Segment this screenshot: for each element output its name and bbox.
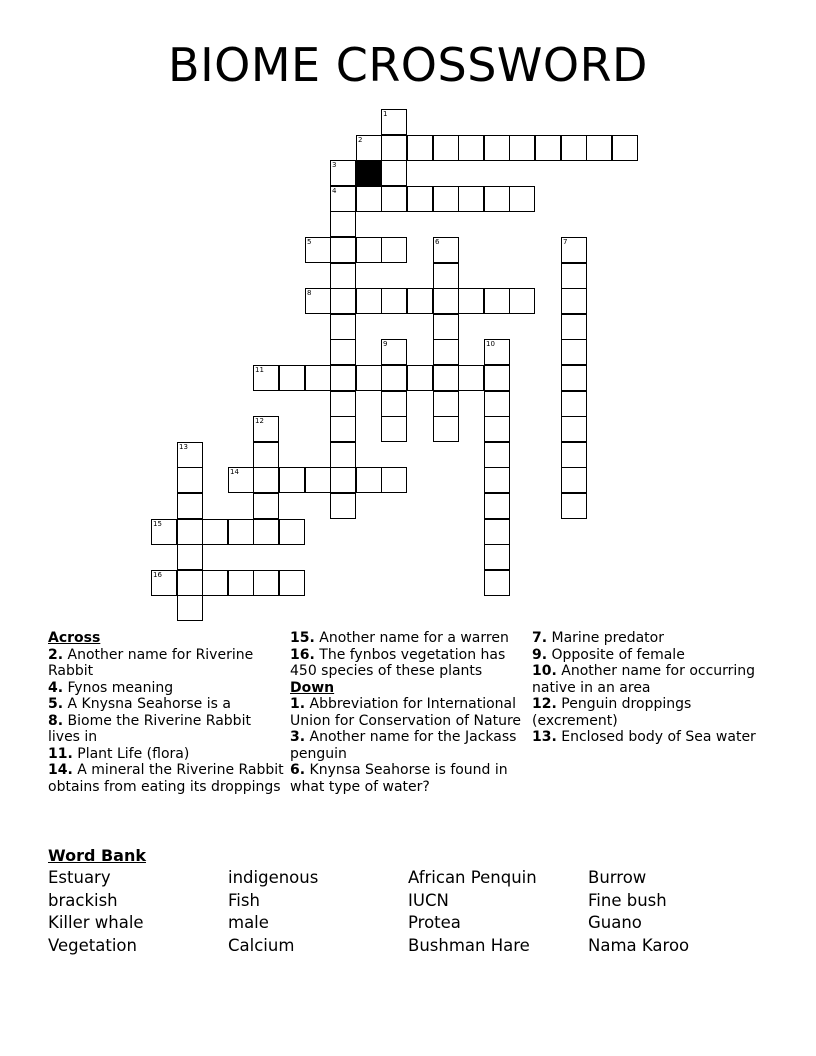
clue-item <box>290 647 526 680</box>
crossword-cell[interactable] <box>381 109 407 135</box>
crossword-cell[interactable] <box>561 493 587 519</box>
crossword-cell[interactable] <box>484 467 510 493</box>
clue-item-text: Abbreviation for International Union for Conservation of Nature <box>290 696 522 729</box>
crossword-cell[interactable] <box>305 467 331 493</box>
crossword-cell[interactable] <box>484 493 510 519</box>
crossword-cell[interactable] <box>177 544 203 570</box>
crossword-cell[interactable] <box>407 365 433 391</box>
crossword-cell[interactable] <box>484 365 510 391</box>
crossword-cell[interactable] <box>305 288 331 314</box>
crossword-cell[interactable] <box>330 314 356 340</box>
clue-number: 8 <box>307 289 312 297</box>
crossword-cell[interactable] <box>509 186 535 212</box>
clue-number: 4 <box>332 187 337 195</box>
clue-item-text: Another name for Riverine Rabbit <box>48 646 254 679</box>
crossword-cell[interactable] <box>561 237 587 263</box>
clue-item <box>48 696 284 713</box>
crossword-cell[interactable] <box>228 467 254 493</box>
word-bank-item: Burrow <box>588 868 647 887</box>
crossword-cell[interactable] <box>330 263 356 289</box>
crossword-cell[interactable] <box>253 365 279 391</box>
clue-item-text: Penguin droppings (excrement) <box>532 696 692 729</box>
crossword-cell[interactable] <box>305 237 331 263</box>
crossword-cell[interactable] <box>330 365 356 391</box>
crossword-cell[interactable] <box>484 442 510 468</box>
clue-item <box>290 729 526 762</box>
crossword-cell[interactable] <box>330 160 356 186</box>
clue-number: 11 <box>255 366 264 374</box>
clue-item-number: 1. <box>290 696 306 712</box>
word-bank-item: Guano <box>588 913 642 932</box>
clue-number: 9 <box>383 340 388 348</box>
clue-item-text: The fynbos vegetation has 450 species of these plants <box>290 646 506 679</box>
clue-item-number: 11. <box>48 745 73 762</box>
crossword-cell[interactable] <box>433 237 459 263</box>
crossword-cell[interactable] <box>279 467 305 493</box>
word-bank-item: male <box>228 913 269 932</box>
crossword-cell[interactable] <box>330 442 356 468</box>
crossword-cell[interactable] <box>458 186 484 212</box>
clue-item-text: Marine predator <box>547 630 664 646</box>
crossword-cell[interactable] <box>433 263 459 289</box>
clue-item-number: 12. <box>532 696 557 712</box>
crossword-cell[interactable] <box>381 467 407 493</box>
crossword-cell[interactable] <box>330 467 356 493</box>
crossword-cell[interactable] <box>279 519 305 545</box>
clue-item-text: Biome the Riverine Rabbit lives in <box>48 712 251 745</box>
crossword-cell[interactable] <box>356 467 382 493</box>
crossword-cell[interactable] <box>381 160 407 186</box>
crossword-cell[interactable] <box>433 288 459 314</box>
clue-item-number: 15. <box>290 630 315 646</box>
page-title: BIOME CROSSWORD <box>168 38 648 92</box>
word-bank-item: African Penquin <box>408 868 537 887</box>
clue-item <box>48 680 284 697</box>
crossword-cell[interactable] <box>561 391 587 417</box>
clue-item-text: Enclosed body of Sea water <box>556 729 756 745</box>
crossword-cell[interactable] <box>356 288 382 314</box>
clue-item-number: 3. <box>290 729 306 745</box>
crossword-cell[interactable] <box>305 365 331 391</box>
clue-item-text: Fynos meaning <box>63 679 174 696</box>
clue-item <box>532 663 772 696</box>
crossword-cell[interactable] <box>433 339 459 365</box>
clue-item-number: 5. <box>48 696 64 712</box>
clue-item-text: Another name for a warren <box>314 630 509 646</box>
crossword-cell[interactable] <box>177 493 203 519</box>
crossword-cell[interactable] <box>381 339 407 365</box>
clue-item <box>290 696 526 729</box>
clue-item <box>290 630 526 647</box>
clue-section-header: Down <box>290 679 335 696</box>
clue-item-text: A mineral the Riverine Rabbit obtains from eating its droppings <box>48 762 284 795</box>
crossword-cell[interactable] <box>612 135 638 161</box>
word-bank-item: IUCN <box>408 891 449 910</box>
clue-number: 15 <box>153 520 162 528</box>
crossword-cell[interactable] <box>330 493 356 519</box>
crossword-cell[interactable] <box>177 442 203 468</box>
crossword-cell[interactable] <box>407 288 433 314</box>
crossword-cell[interactable] <box>202 519 228 545</box>
crossword-cell[interactable] <box>561 442 587 468</box>
clue-item-text: Another name for the Jackass penguin <box>290 729 517 762</box>
clue-number: 10 <box>486 340 495 348</box>
crossword-cell[interactable] <box>253 493 279 519</box>
clue-item <box>48 647 284 680</box>
crossword-black-cell <box>356 160 382 186</box>
crossword-cell[interactable] <box>433 391 459 417</box>
crossword-cell[interactable] <box>561 135 587 161</box>
crossword-cell[interactable] <box>561 288 587 314</box>
crossword-cell[interactable] <box>228 519 254 545</box>
clue-item <box>48 746 284 763</box>
crossword-cell[interactable] <box>381 416 407 442</box>
crossword-cell[interactable] <box>177 570 203 596</box>
crossword-cell[interactable] <box>458 365 484 391</box>
crossword-cell[interactable] <box>356 365 382 391</box>
word-bank-item: Bushman Hare <box>408 936 530 955</box>
clue-number: 16 <box>153 571 162 579</box>
word-bank-title: Word Bank <box>48 846 147 865</box>
clue-number: 1 <box>383 110 388 118</box>
crossword-cell[interactable] <box>561 467 587 493</box>
crossword-cell[interactable] <box>407 186 433 212</box>
clue-item-number: 16. <box>290 646 315 663</box>
word-bank-item: indigenous <box>228 868 319 887</box>
crossword-cell[interactable] <box>330 237 356 263</box>
clue-item-number: 13. <box>532 729 557 745</box>
crossword-cell[interactable] <box>330 211 356 237</box>
crossword-cell[interactable] <box>484 135 510 161</box>
crossword-cell[interactable] <box>279 365 305 391</box>
crossword-cell[interactable] <box>484 391 510 417</box>
crossword-cell[interactable] <box>433 186 459 212</box>
crossword-cell[interactable] <box>561 263 587 289</box>
clue-number: 13 <box>179 443 188 451</box>
crossword-cell[interactable] <box>458 288 484 314</box>
crossword-cell[interactable] <box>535 135 561 161</box>
crossword-cell[interactable] <box>177 519 203 545</box>
clues-column-3 <box>532 630 772 746</box>
crossword-cell[interactable] <box>253 467 279 493</box>
crossword-cell[interactable] <box>202 570 228 596</box>
crossword-cell[interactable] <box>356 135 382 161</box>
crossword-cell[interactable] <box>253 442 279 468</box>
clue-item-number: 4. <box>48 679 64 696</box>
clue-item-number: 7. <box>532 630 548 646</box>
crossword-cell[interactable] <box>330 339 356 365</box>
clue-item-number: 10. <box>532 663 557 679</box>
clues-column-1 <box>48 630 284 795</box>
crossword-cell[interactable] <box>279 570 305 596</box>
crossword-cell[interactable] <box>330 391 356 417</box>
crossword-cell[interactable] <box>433 135 459 161</box>
crossword-cell[interactable] <box>484 570 510 596</box>
crossword-cell[interactable] <box>484 288 510 314</box>
crossword-cell[interactable] <box>484 416 510 442</box>
crossword-cell[interactable] <box>561 416 587 442</box>
crossword-cell[interactable] <box>586 135 612 161</box>
clue-item-number: 6. <box>290 762 306 778</box>
word-bank-item: Nama Karoo <box>588 936 690 955</box>
crossword-cell[interactable] <box>381 365 407 391</box>
crossword-cell[interactable] <box>561 339 587 365</box>
clue-item-number: 2. <box>48 646 64 663</box>
word-bank-item: brackish <box>48 891 118 910</box>
clue-number: 6 <box>435 238 440 246</box>
crossword-cell[interactable] <box>561 365 587 391</box>
clue-number: 14 <box>230 468 239 476</box>
crossword-cell[interactable] <box>433 365 459 391</box>
word-bank-item: Killer whale <box>48 913 144 932</box>
clue-item-number: 9. <box>532 646 548 663</box>
crossword-cell[interactable] <box>381 288 407 314</box>
word-bank-item: Fish <box>228 891 260 910</box>
crossword-cell[interactable] <box>330 288 356 314</box>
crossword-cell[interactable] <box>561 314 587 340</box>
word-bank-item: Calcium <box>228 936 295 955</box>
crossword-cell[interactable] <box>381 135 407 161</box>
clue-item-text: Knynsa Seahorse is found in what type of water? <box>290 762 508 795</box>
clue-number: 5 <box>307 238 312 246</box>
crossword-cell[interactable] <box>433 314 459 340</box>
word-bank-item: Vegetation <box>48 936 137 955</box>
crossword-cell[interactable] <box>356 237 382 263</box>
crossword-cell[interactable] <box>356 186 382 212</box>
clue-number: 12 <box>255 417 264 425</box>
clue-item <box>532 696 772 729</box>
clue-item <box>532 729 772 746</box>
crossword-cell[interactable] <box>151 570 177 596</box>
crossword-cell[interactable] <box>151 519 177 545</box>
clue-number: 3 <box>332 161 337 169</box>
clue-item <box>532 630 772 647</box>
crossword-cell[interactable] <box>253 416 279 442</box>
clues-column-2 <box>290 630 526 795</box>
clue-section-header: Across <box>48 630 101 646</box>
crossword-cell[interactable] <box>253 519 279 545</box>
word-bank-item: Fine bush <box>588 891 667 910</box>
crossword-cell[interactable] <box>407 135 433 161</box>
word-bank-item: Protea <box>408 913 461 932</box>
clue-item-text: Plant Life (flora) <box>72 745 190 762</box>
crossword-cell[interactable] <box>381 186 407 212</box>
crossword-cell[interactable] <box>381 391 407 417</box>
crossword-cell[interactable] <box>484 339 510 365</box>
crossword-cell[interactable] <box>458 135 484 161</box>
crossword-cell[interactable] <box>177 467 203 493</box>
crossword-cell[interactable] <box>330 186 356 212</box>
crossword-cell[interactable] <box>433 416 459 442</box>
crossword-cell[interactable] <box>509 288 535 314</box>
crossword-cell[interactable] <box>484 544 510 570</box>
clue-item <box>48 713 284 746</box>
crossword-cell[interactable] <box>228 570 254 596</box>
clue-number: 2 <box>358 136 363 144</box>
clue-item <box>290 762 526 795</box>
clue-item-text: A Knysna Seahorse is a <box>63 696 231 712</box>
clue-item-text: Another name for occurring native in an area <box>532 663 756 696</box>
crossword-cell[interactable] <box>177 595 203 621</box>
clue-number: 7 <box>563 238 568 246</box>
crossword-cell[interactable] <box>484 519 510 545</box>
clue-item-text: Opposite of female <box>547 646 685 663</box>
clue-item-number: 14. <box>48 762 73 778</box>
word-bank-item: Estuary <box>48 868 111 887</box>
crossword-cell[interactable] <box>330 416 356 442</box>
clue-item <box>48 762 284 795</box>
crossword-cell[interactable] <box>381 237 407 263</box>
crossword-cell[interactable] <box>509 135 535 161</box>
clue-item-number: 8. <box>48 712 64 729</box>
crossword-cell[interactable] <box>484 186 510 212</box>
clue-item <box>532 647 772 664</box>
crossword-cell[interactable] <box>253 570 279 596</box>
